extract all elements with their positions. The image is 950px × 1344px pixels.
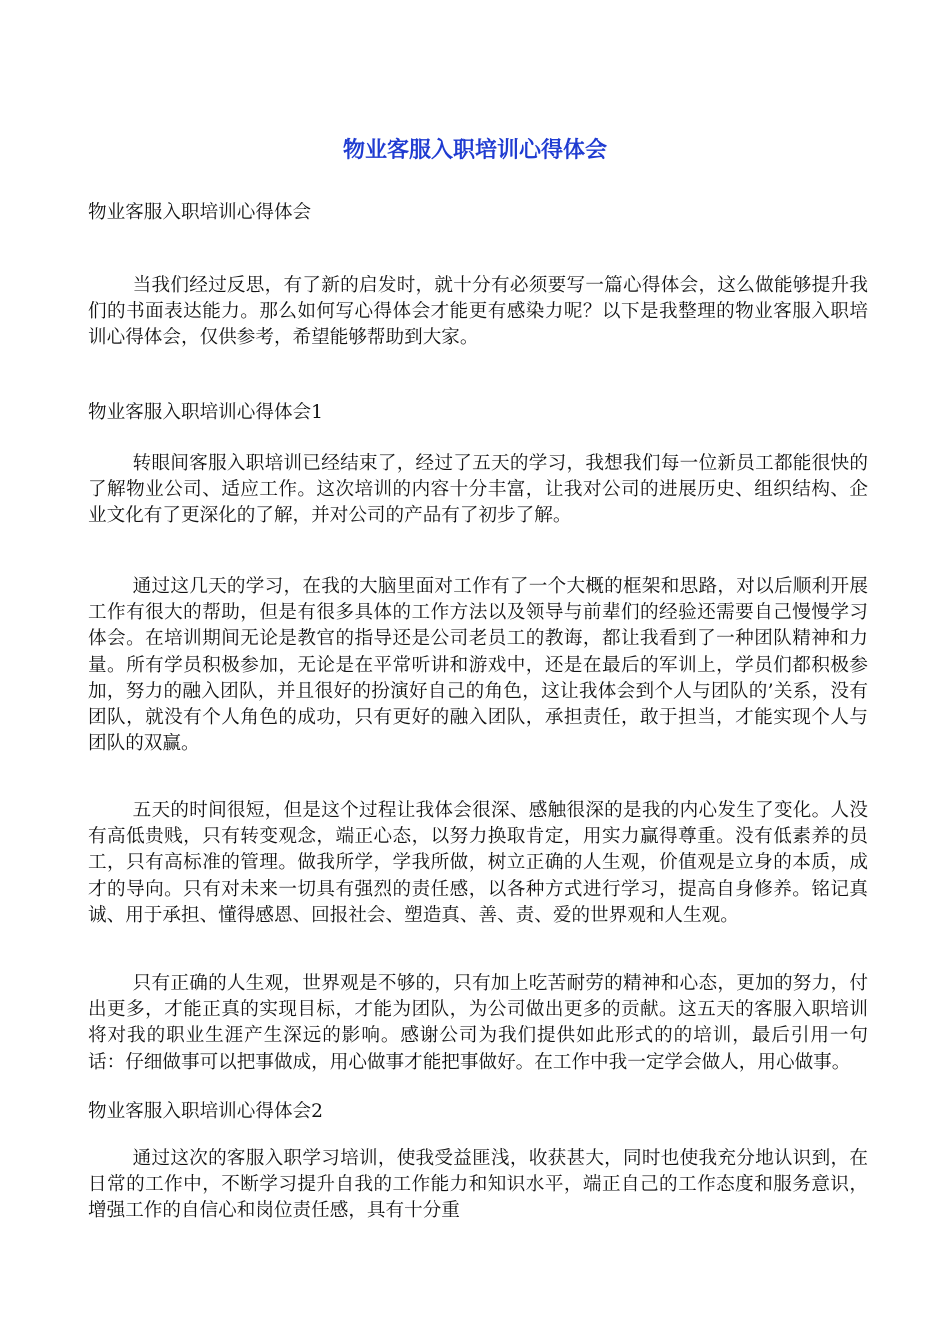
section-2-paragraph-1: 通过这次的客服入职学习培训，使我受益匪浅，收获甚大，同时也使我充分地认识到，在日常的工作中，不断学习提升自我的工作能力和知识水平，端正自己的工作态度和服务意识，增强工作的自信心和岗位责任感，具有十分重 [88, 1148, 868, 1222]
section-1-paragraph-4: 只有正确的人生观，世界观是不够的，只有加上吃苦耐劳的精神和心态，更加的努力，付出更多，才能正真的实现目标，才能为团队，为公司做出更多的贡献。这五天的客服入职培训将对我的职业生涯产生深远的影响。感谢公司为我们提供如此形式的的培训，最后引用一句话：仔细做事可以把事做成，用心做事才能把事做好。在工作中我一定学会做人，用心做事。 [88, 973, 868, 1073]
section-1-paragraph-1: 转眼间客服入职培训已经结束了，经过了五天的学习，我想我们每一位新员工都能很快的了解物业公司、适应工作。这次培训的内容十分丰富，让我对公司的进展历史、组织结构、企业文化有了更深化的了解，并对公司的产品有了初步了解。 [88, 453, 868, 527]
section-1-paragraph-3: 五天的时间很短，但是这个过程让我体会很深、感触很深的是我的内心发生了变化。人没有高低贵贱，只有转变观念，端正心态，以努力换取肯定，用实力赢得尊重。没有低素养的员工，只有高标准的管理。做我所学，学我所做，树立正确的人生观，价值观是立身的本质，成才的导向。只有对未来一切具有强烈的责任感，以各种方式进行学习，提高自身修养。铭记真诚、用于承担、懂得感恩、回报社会、塑造真、善、责、爱的世界观和人生观。 [88, 800, 868, 926]
section-1-paragraph-2: 通过这几天的学习，在我的大脑里面对工作有了一个大概的框架和思路，对以后顺利开展工作有很大的帮助，但是有很多具体的工作方法以及领导与前辈们的经验还需要自己慢慢学习体会。在培训期间无论是教官的指导还是公司老员工的教诲，都让我看到了一种团队精神和力量。所有学员积极参加，无论是在平常听讲和游戏中，还是在最后的军训上，学员们都积极参加，努力的融入团队，并且很好的扮演好自己的角色，这让我体会到个人与团队的’关系，没有团队，就没有个人角色的成功，只有更好的融入团队，承担责任，敢于担当，才能实现个人与团队的双赢。 [88, 576, 868, 755]
intro-paragraph: 当我们经过反思，有了新的启发时，就十分有必须要写一篇心得体会，这么做能够提升我们的书面表达能力。那么如何写心得体会才能更有感染力呢？以下是我整理的物业客服入职培训心得体会，仅供参考，希望能够帮助到大家。 [88, 275, 868, 349]
section-2-heading: 物业客服入职培训心得体会2 [88, 1101, 323, 1122]
document-title: 物业客服入职培训心得体会 [342, 138, 607, 163]
document-subtitle: 物业客服入职培训心得体会 [88, 202, 312, 223]
section-1-heading: 物业客服入职培训心得体会1 [88, 402, 323, 423]
